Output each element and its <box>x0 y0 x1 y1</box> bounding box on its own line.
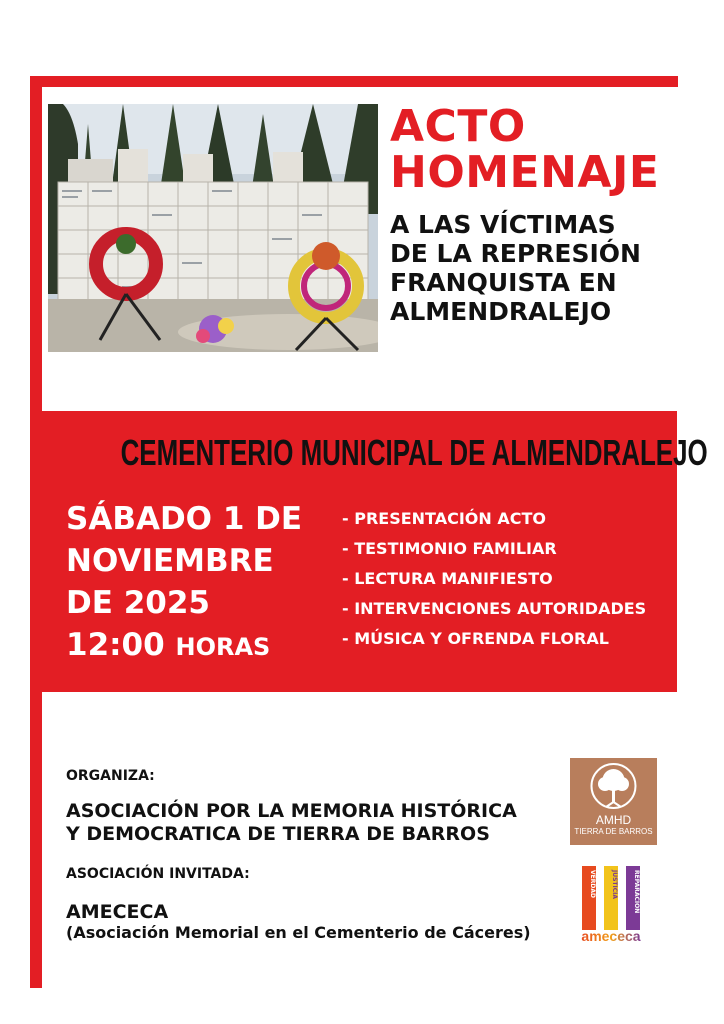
event-time: 12:00 <box>66 627 165 663</box>
organizer-label: ORGANIZA: <box>66 768 155 784</box>
subtitle-line: ALMENDRALEJO <box>390 297 612 326</box>
logo-bar-verdad <box>582 866 596 930</box>
subtitle-line: A LAS VÍCTIMAS <box>390 210 616 239</box>
venue-heading: CEMENTERIO MUNICIPAL DE ALMENDRALEJO <box>120 432 708 473</box>
title-block <box>390 101 720 326</box>
program-item: - LECTURA MANIFIESTO <box>342 569 553 588</box>
date-block <box>66 498 302 668</box>
organizer-name-line: Y DEMOCRATICA DE TIERRA DE BARROS <box>66 823 490 845</box>
program-list <box>342 504 646 654</box>
amececa-word-text: amececa <box>581 928 641 944</box>
amececa-logo <box>578 866 644 944</box>
date-line: NOVIEMBRE <box>66 543 274 579</box>
cemetery-memorial-photo <box>48 104 378 352</box>
invited-label: ASOCIACIÓN INVITADA: <box>66 866 250 882</box>
invited-description: (Asociación Memorial en el Cementerio de Cáceres) <box>66 923 531 942</box>
invited-name: AMECECA <box>66 901 169 923</box>
red-frame-top <box>30 76 678 87</box>
subtitle-line: DE LA REPRESIÓN <box>390 239 641 268</box>
subtitle-line: FRANQUISTA EN <box>390 268 617 297</box>
date-line: DE 2025 <box>66 585 210 621</box>
time-line <box>66 624 302 668</box>
program-item: - TESTIMONIO FAMILIAR <box>342 539 557 558</box>
program-item: - MÚSICA Y OFRENDA FLORAL <box>342 629 609 648</box>
event-title-line2: HOMENAJE <box>390 147 660 198</box>
amhd-logo <box>570 758 657 845</box>
event-title-line1: ACTO <box>390 101 526 152</box>
tree-icon <box>570 758 657 814</box>
amececa-logo-word <box>578 928 644 944</box>
logo-bar-label: JUSTICIA <box>611 870 618 900</box>
logo-bar-label: REPARACIÓN <box>633 870 640 914</box>
logo-bar-label: VERDAD <box>589 870 596 898</box>
organizer-name <box>66 800 517 846</box>
program-item: - INTERVENCIONES AUTORIDADES <box>342 599 647 618</box>
hours-label: HORAS <box>175 633 271 661</box>
event-subtitle <box>390 210 720 326</box>
amhd-logo-subtext: TIERRA DE BARROS <box>574 827 653 836</box>
logo-bar-reparacion <box>626 866 640 930</box>
logo-bar-justicia <box>604 866 618 930</box>
date-line: SÁBADO 1 DE <box>66 501 303 537</box>
amhd-logo-text: AMHD <box>595 813 632 827</box>
program-item: - PRESENTACIÓN ACTO <box>342 509 546 528</box>
organizer-name-line: ASOCIACIÓN POR LA MEMORIA HISTÓRICA <box>66 800 517 822</box>
